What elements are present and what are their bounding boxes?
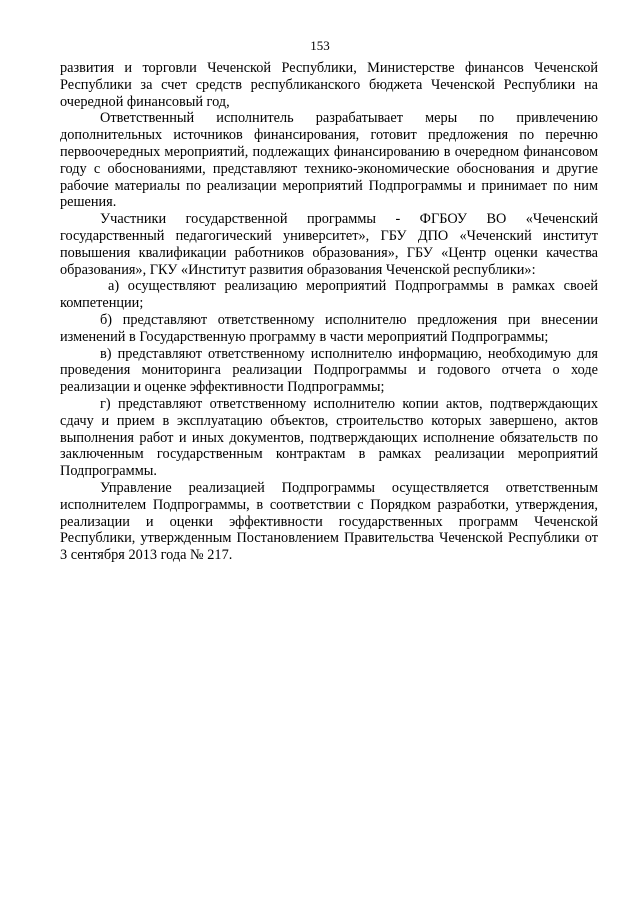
document-body bbox=[60, 60, 598, 564]
list-item-v: в) представляют ответственному исполнителю информацию, необходимую для проведения мониторинга реализации Подпрограммы и годового отчета о ходе реализации и оценке эффективности Подпрограммы; bbox=[60, 345, 598, 396]
list-item-b: б) представляют ответственному исполнителю предложения при внесении изменений в Государственную программу в части мероприятий Подпрограммы; bbox=[60, 311, 598, 345]
paragraph-responsible-executor: Ответственный исполнитель разрабатывает меры по привлечению дополнительных источников финансирования, готовит предложения по перечню первоочередных мероприятий, подлежащих финансированию в очередном финансовом году с обоснованиями, представляют технико-экономические обоснования и другие рабочие материалы по реализации мероприятий Подпрограммы и принимает по ним решения. bbox=[60, 110, 598, 211]
paragraph-funding-continuation: развития и торговли Чеченской Республики, Министерстве финансов Чеченской Республики за счет средств республиканского бюджета Чеченской Республики на очередной финансовый год, bbox=[60, 60, 598, 110]
page-number: 153 bbox=[310, 38, 330, 53]
list-item-a: а) осуществляют реализацию мероприятий Подпрограммы в рамках своей компетенции; bbox=[60, 278, 598, 312]
paragraph-management: Управление реализацией Подпрограммы осуществляется ответственным исполнителем Подпрограммы, в соответствии с Порядком разработки, утверждения, реализации и оценки эффективности государственных программ Чеченской Республики, утвержденным Постановлением Правительства Чеченской Республики от 3 сентября 2013 года № 217. bbox=[60, 479, 598, 564]
list-item-g: г) представляют ответственному исполнителю копии актов, подтверждающих сдачу и прием в эксплуатацию объектов, строительство которых завершено, актов выполнения работ и иных документов, подтверждающих исполнение обязательств по заключенным государственным контрактам в рамках реализации мероприятий Подпрограммы. bbox=[60, 395, 598, 480]
paragraph-program-participants: Участники государственной программы - ФГБОУ ВО «Чеченский государственный педагогический университет», ГБУ ДПО «Чеченский институт повышения квалификации работников образования», ГБУ «Центр оценки качества образования», ГКУ «Институт развития образования Чеченской республики»: bbox=[60, 211, 598, 278]
